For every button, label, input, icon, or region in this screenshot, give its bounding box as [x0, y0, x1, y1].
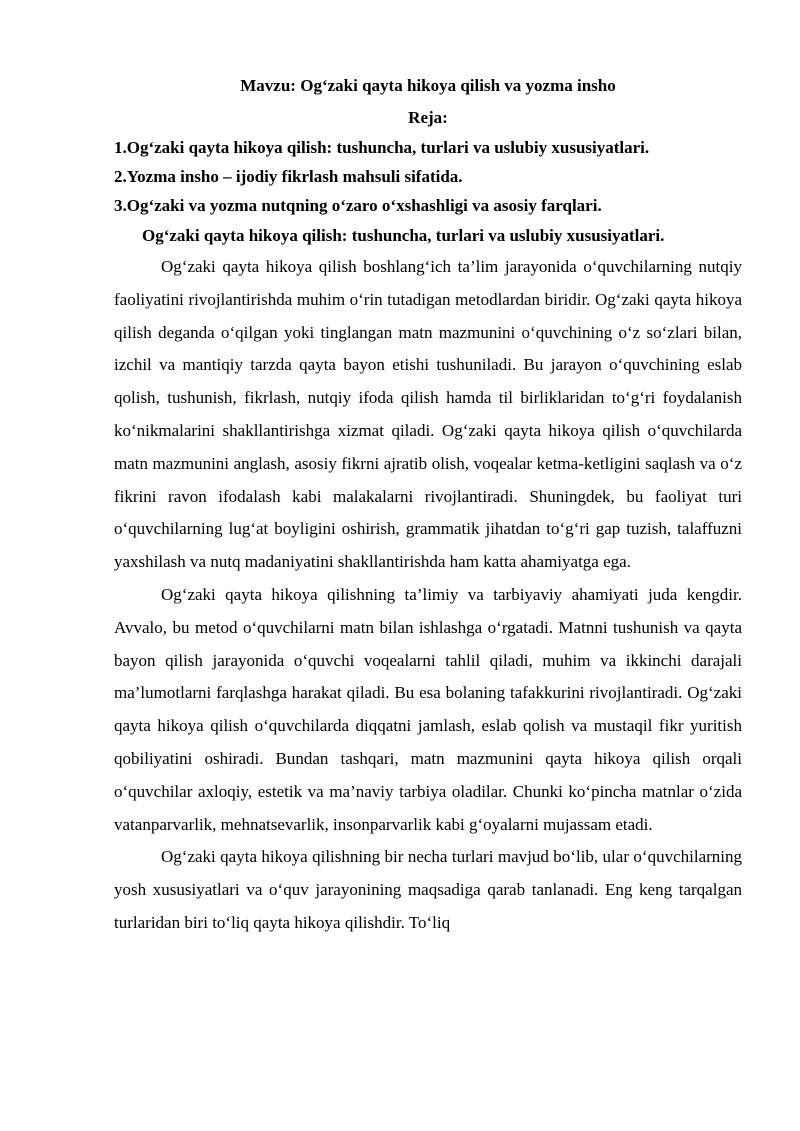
- plan-heading: Reja:: [408, 108, 448, 127]
- body-paragraph-2: Og‘zaki qayta hikoya qilishning ta’limiy va tarbiyaviy ahamiyati juda kengdir. Avvalo, bu metod o‘quvchilarni matn bilan ishlashga o‘rgatadi. Matnni tushunish va qayta bayon qilish jarayonida o‘quvchi voqealarni tahlil qiladi, muhim va ikkinchi darajali ma’lumotlarni farqlashga harakat qiladi. Bu esa bolaning tafakkurini rivojlantiradi. Og‘zaki qayta hikoya qilish o‘quvchilarda diqqatni jamlash, eslab qolish va mustaqil fikr yuritish qobiliyatini oshiradi. Bundan tashqari, matn mazmunini qayta hikoya qilish orqali o‘quvchilar axloqiy, estetik va ma’naviy tarbiya oladilar. Chunki ko‘pincha matnlar o‘zida vatanparvarlik, mehnatsevarlik, insonparvarlik kabi g‘oyalarni mujassam etadi.: [114, 584, 742, 834]
- section-heading: Og‘zaki qayta hikoya qilish: tushuncha, turlari va uslubiy xususiyatlari.: [142, 226, 665, 245]
- body-paragraph-1: Og‘zaki qayta hikoya qilish boshlang‘ich ta’lim jarayonida o‘quvchilarning nutqiy faoliyatini rivojlantirishda muhim o‘rin tutadigan metodlardan biridir. Og‘zaki qayta hikoya qilish deganda o‘qilgan yoki tinglangan matn mazmunini o‘quvchining o‘z so‘zlari bilan, izchil va mantiqiy tarzda qayta bayon etishi tushuniladi. Bu jarayon o‘quvchining eslab qolish, tushunish, fikrlash, nutqiy ifoda qilish hamda til birliklaridan to‘g‘ri foydalanish ko‘nikmalarini shakllantirishga xizmat qiladi. Og‘zaki qayta hikoya qilish o‘quvchilarda matn mazmunini anglash, asosiy fikrni ajratib olish, voqealar ketma-ketligini saqlash va o‘z fikrini ravon ifodalash kabi malakalarni rivojlantiradi. Shuningdek, bu faoliyat turi o‘quvchilarning lug‘at boyligini oshirish, grammatik jihatdan to‘g‘ri gap tuzish, talaffuzni yaxshilash va nutq madaniyatini shakllantirishda ham katta ahamiyatga ega.: [114, 257, 742, 572]
- plan-item-1: 1.Og‘zaki qayta hikoya qilish: tushuncha, turlari va uslubiy xususiyatlari.: [114, 138, 650, 157]
- document-title: Mavzu: Og‘zaki qayta hikoya qilish va yozma insho: [240, 76, 616, 95]
- plan-item-3: 3.Og‘zaki va yozma nutqning o‘zaro o‘xshashligi va asosiy farqlari.: [114, 196, 602, 215]
- body-paragraph-3: Og‘zaki qayta hikoya qilishning bir necha turlari mavjud bo‘lib, ular o‘quvchilarning yosh xususiyatlari va o‘quv jarayonining maqsadiga qarab tanlanadi. Eng keng tarqalgan turlaridan biri to‘liq qayta hikoya qilishdir. To‘liq: [114, 847, 742, 932]
- document-page: [114, 70, 742, 940]
- plan-item-2: 2.Yozma insho – ijodiy fikrlash mahsuli sifatida.: [114, 167, 463, 186]
